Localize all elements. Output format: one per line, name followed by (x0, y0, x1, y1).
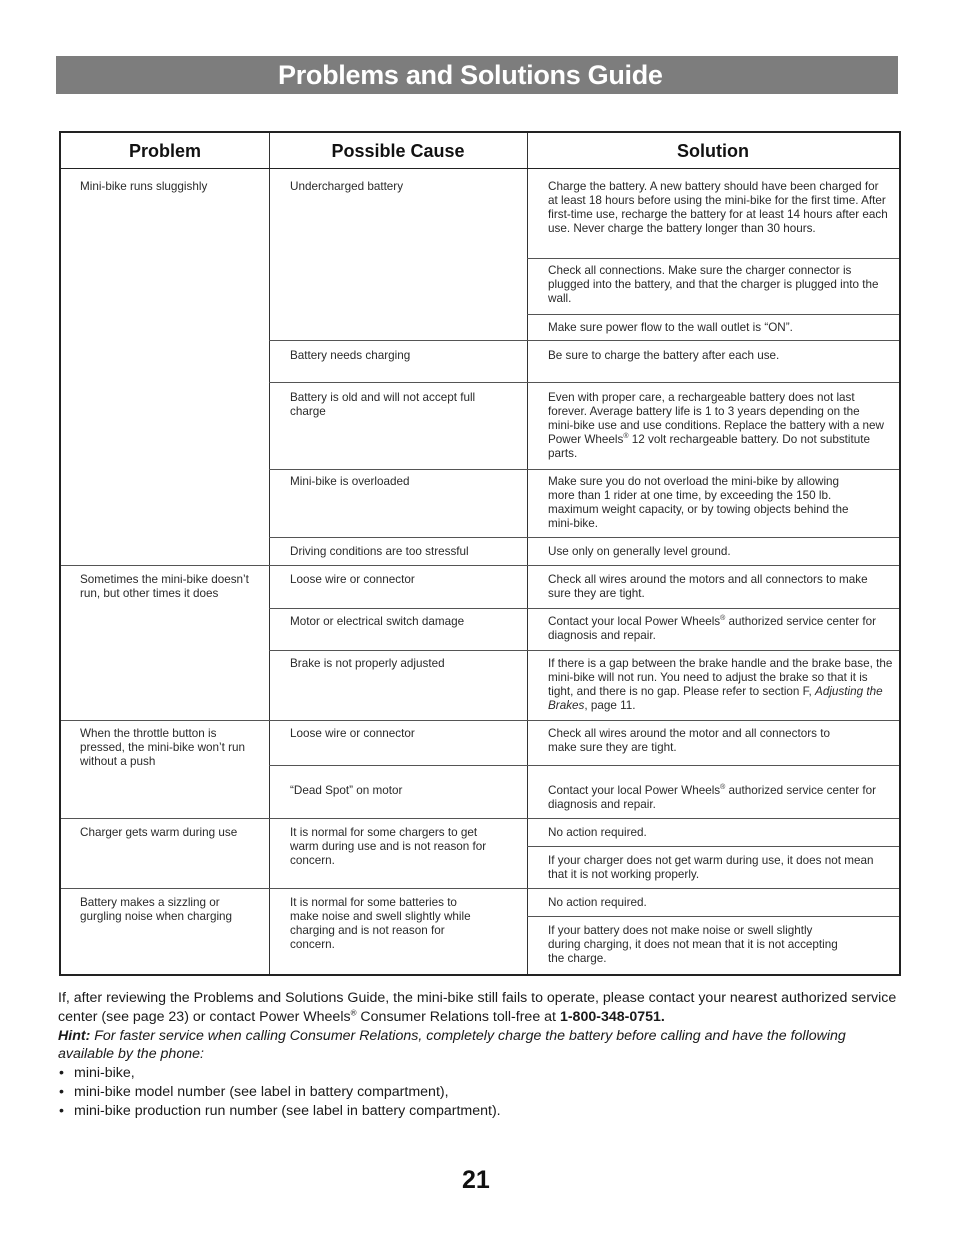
header-possible-cause: Possible Cause (331, 141, 465, 161)
registered-mark: ® (350, 1008, 357, 1018)
required-info-list (58, 1064, 898, 1120)
list-item: • mini-bike production run number (see label in battery compartment). (58, 1102, 898, 1121)
solution-text: If there is a gap between the brake handle and the brake base, the mini-bike will not run. You need to adjust the brake so that it is tight, and there is no gap. Please refer to section F, (548, 657, 893, 698)
solution-divider (527, 469, 899, 470)
cause-cell: Brake is not properly adjusted (290, 657, 445, 670)
problems-solutions-table (59, 131, 901, 976)
solution-cell: No action required. (548, 896, 647, 909)
hint-label: Hint: (58, 1027, 91, 1044)
cause-divider (269, 565, 527, 566)
cause-divider (269, 469, 527, 470)
problem-cell: Charger gets warm during use (80, 826, 238, 839)
solution-divider (527, 340, 899, 341)
problem-divider (61, 565, 269, 566)
solution-divider (527, 916, 899, 917)
contact-info (58, 989, 898, 1121)
hint-text: For faster service when calling Consumer Relations, completely charge the battery before calling and have the following available by the phone: (58, 1027, 846, 1063)
cause-cell: “Dead Spot” on motor (290, 784, 403, 797)
cause-divider (269, 765, 527, 766)
problem-cell: Sometimes the mini-bike doesn’t run, but other times it does (80, 573, 249, 600)
problem-cell: When the throttle button is pressed, the mini-bike won’t run without a push (80, 727, 246, 768)
solution-divider (527, 650, 899, 651)
solution-cell: If your charger does not get warm during use, it does not mean that it is not working properly. (548, 854, 874, 881)
cause-divider (269, 720, 527, 721)
solution-cell (548, 657, 893, 713)
solution-cell (548, 615, 888, 643)
solution-divider (527, 888, 899, 889)
cause-divider (269, 382, 527, 383)
column-divider-1 (269, 133, 270, 974)
solution-divider (527, 818, 899, 819)
cause-cell: Undercharged battery (290, 180, 404, 193)
solution-cell: Check all wires around the motors and all connectors to make sure they are tight. (548, 573, 868, 600)
cause-divider (269, 608, 527, 609)
cause-cell: Battery needs charging (290, 349, 411, 362)
page-number: 21 (462, 1166, 490, 1194)
problem-divider (61, 888, 269, 889)
cause-cell: Loose wire or connector (290, 573, 415, 586)
solution-divider (527, 382, 899, 383)
registered-mark: ® (720, 784, 726, 792)
cause-cell: Loose wire or connector (290, 727, 415, 740)
solution-cell: Make sure you do not overload the mini-bike by allowing more than 1 rider at one time, by exceeding the 150 lb. maximum weight capacity, or by towing objects behind the mini-bike. (548, 475, 849, 530)
solution-text: Contact your local Power Wheels (548, 615, 721, 628)
cause-divider (269, 650, 527, 651)
solution-divider (527, 765, 899, 766)
problem-divider (61, 818, 269, 819)
contact-paragraph (58, 989, 898, 1027)
hint-paragraph (58, 1027, 898, 1065)
solution-cell: No action required. (548, 826, 647, 839)
solution-divider (527, 565, 899, 566)
solution-cell: Check all wires around the motor and all connectors to make sure they are tight. (548, 727, 830, 754)
solution-divider (527, 846, 899, 847)
registered-mark: ® (623, 433, 629, 441)
solution-divider (527, 537, 899, 538)
column-divider-2 (527, 133, 528, 974)
solution-cell: Charge the battery. A new battery should have been charged for at least 18 hours before using the mini-bike for the first time. After first-time use, recharge the battery for at least 14 hours after each use. Never charge the battery longer than 30 hours. (548, 180, 888, 235)
cause-cell: Driving conditions are too stressful (290, 545, 469, 558)
solution-divider (527, 608, 899, 609)
contact-text: If, after reviewing the Problems and Solutions Guide, the mini-bike still fails to operate, please contact your nearest authorized service center (see page 23) or contact Power Wheels (58, 990, 897, 1025)
problem-divider (61, 720, 269, 721)
solution-cell: Be sure to charge the battery after each use. (548, 349, 780, 362)
list-item: • mini-bike model number (see label in battery compartment), (58, 1083, 898, 1102)
contact-text: Consumer Relations toll-free at (356, 1008, 560, 1025)
registered-mark: ® (720, 615, 726, 623)
phone-number: 1-800-348-0751. (559, 1008, 665, 1025)
cause-cell: It is normal for some batteries to make noise and swell slightly while charging and is not reason for concern. (290, 896, 471, 951)
solution-cell: Use only on generally level ground. (548, 545, 731, 558)
solution-cell: Make sure power flow to the wall outlet is “ON”. (548, 321, 793, 334)
solution-text: Contact your local Power Wheels (548, 784, 721, 797)
solution-text: Even with proper care, a rechargeable battery does not last forever. Average battery life is 1 to 3 years depending on the mini-bike use and use conditions. Replace the battery with a new Power Wheels (548, 391, 884, 446)
cause-divider (269, 340, 527, 341)
solution-cell (548, 391, 888, 461)
cause-divider (269, 888, 527, 889)
solution-cell: Check all connections. Make sure the charger connector is plugged into the battery, and that the charger is plugged into the wall. (548, 264, 879, 305)
solution-text: authorized service center for diagnosis and repair. (548, 784, 877, 811)
cause-cell: Mini-bike is overloaded (290, 475, 410, 488)
cause-cell: Battery is old and will not accept full charge (290, 391, 476, 418)
solution-divider (527, 314, 899, 315)
solution-text: authorized service center for diagnosis and repair. (548, 615, 877, 642)
header-problem: Problem (128, 141, 202, 161)
solution-cell (548, 784, 888, 812)
problem-cell: Battery makes a sizzling or gurgling noise when charging (80, 896, 233, 923)
cause-cell: It is normal for some chargers to get warm during use and is not reason for concern. (290, 826, 487, 867)
section-reference: Adjusting the Brakes (548, 685, 883, 712)
cause-divider (269, 537, 527, 538)
header-solution: Solution (677, 141, 749, 161)
cause-divider (269, 818, 527, 819)
list-item: • mini-bike, (58, 1064, 898, 1083)
problem-cell: Mini-bike runs sluggishly (80, 180, 208, 193)
solution-divider (527, 258, 899, 259)
solution-text: 12 volt rechargeable battery. Do not substitute parts. (548, 433, 870, 460)
title-bar (56, 56, 898, 94)
solution-cell: If your battery does not make noise or swell slightly during charging, it does not mean that it is not accepting the charge. (548, 924, 838, 965)
page-title: Problems and Solutions Guide (278, 60, 663, 90)
solution-divider (527, 720, 899, 721)
cause-cell: Motor or electrical switch damage (290, 615, 465, 628)
solution-text: , page 11. (584, 699, 636, 712)
